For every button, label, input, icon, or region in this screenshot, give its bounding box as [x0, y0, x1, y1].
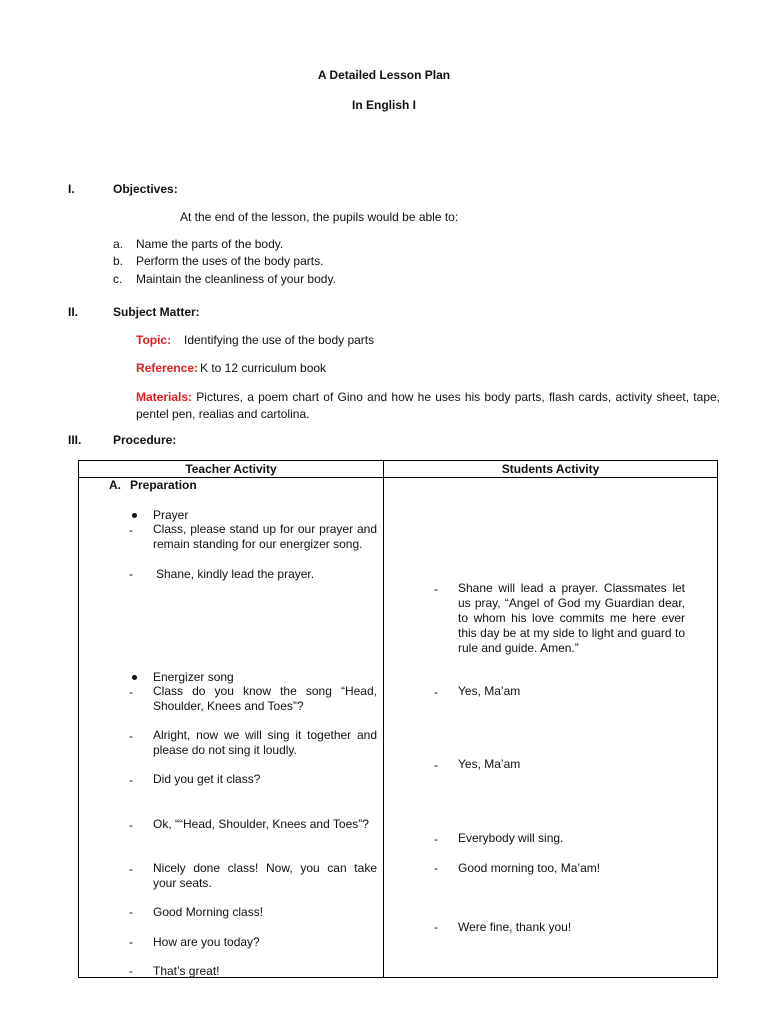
objective-letter: c.	[113, 272, 123, 286]
teacher-take-seats: Nicely done class! Now, you can take your seats.	[153, 861, 377, 890]
dash-marker: -	[434, 920, 438, 934]
dash-marker: -	[129, 905, 133, 919]
subject-matter-heading: Subject Matter:	[113, 305, 200, 319]
student-fine: Were fine, thank you!	[458, 920, 572, 934]
dash-marker: -	[129, 964, 133, 978]
document-subtitle: In English I	[351, 98, 416, 112]
dash-marker: -	[129, 523, 133, 537]
teacher-greeting: Good Morning class!	[153, 905, 264, 919]
teacher-how-are-you: How are you today?	[153, 935, 260, 949]
objective-item: Maintain the cleanliness of your body.	[136, 272, 336, 286]
dash-marker: -	[434, 861, 438, 875]
reference-value: K to 12 curriculum book	[200, 361, 327, 375]
dash-marker: -	[434, 582, 438, 596]
procedure-numeral: III.	[68, 433, 82, 447]
dash-marker: -	[129, 935, 133, 949]
teacher-check: Did you get it class?	[153, 772, 261, 786]
dash-marker: -	[129, 818, 133, 832]
document-title: A Detailed Lesson Plan	[317, 68, 451, 82]
dash-marker: -	[129, 567, 133, 581]
dash-marker: -	[129, 729, 133, 743]
student-response-yes: Yes, Ma’am	[458, 757, 521, 771]
procedure-heading: Procedure:	[113, 433, 177, 447]
bullet-icon	[132, 675, 137, 680]
reference-label: Reference:	[136, 361, 199, 375]
subject-matter-numeral: II.	[68, 305, 79, 319]
objectives-heading: Objectives:	[113, 182, 178, 196]
materials-value: Pictures, a poem chart of Gino and how he uses his body parts, flash cards, activity sheet, tape, pentel pen, realias and cartolina.	[136, 390, 720, 421]
dash-marker: -	[434, 758, 438, 772]
teacher-thats-great: That’s great!	[153, 964, 220, 978]
procedure-table	[78, 460, 718, 978]
teacher-prayer-instruction: Class, please stand up for our prayer and remain standing for our energizer song.	[153, 522, 377, 551]
student-response-yes: Yes, Ma’am	[458, 684, 521, 698]
energizer-bullet-label: Energizer song	[153, 670, 234, 684]
teacher-prayer-leader: Shane, kindly lead the prayer.	[156, 567, 315, 581]
objective-letter: a.	[113, 237, 124, 251]
student-greeting: Good morning too, Ma’am!	[458, 861, 601, 875]
materials-paragraph	[136, 389, 720, 423]
topic-label: Topic:	[136, 333, 172, 347]
objective-item: Perform the uses of the body parts.	[136, 254, 324, 268]
teacher-activity-header: Teacher Activity	[185, 462, 277, 476]
teacher-song-start: Ok, ““Head, Shoulder, Knees and Toes”?	[153, 817, 369, 831]
teacher-sing-together: Alright, now we will sing it together and please do not sing it loudly.	[153, 728, 377, 757]
teacher-song-question: Class do you know the song “Head, Shoulder, Knees and Toes”?	[153, 684, 377, 713]
dash-marker: -	[129, 862, 133, 876]
objectives-intro: At the end of the lesson, the pupils would be able to:	[180, 210, 459, 224]
dash-marker: -	[434, 832, 438, 846]
student-sing: Everybody will sing.	[458, 831, 564, 845]
dash-marker: -	[129, 685, 133, 699]
section-letter: A.	[109, 478, 121, 492]
dash-marker: -	[129, 773, 133, 787]
prayer-bullet-label: Prayer	[153, 508, 189, 522]
objective-letter: b.	[113, 254, 124, 268]
section-title: Preparation	[130, 478, 197, 492]
bullet-icon	[132, 513, 137, 518]
students-activity-header: Students Activity	[501, 462, 600, 476]
objectives-numeral: I.	[68, 182, 75, 196]
objective-item: Name the parts of the body.	[136, 237, 284, 251]
materials-label: Materials:	[136, 390, 193, 404]
table-column-divider	[383, 461, 384, 977]
student-prayer: Shane will lead a prayer. Classmates let us pray, “Angel of God my Guardian dear, to whom his love commits me here ever this day be at my side to light and guard to rule and guide. Amen.”	[458, 581, 685, 655]
topic-value: Identifying the use of the body parts	[184, 333, 375, 347]
dash-marker: -	[434, 685, 438, 699]
